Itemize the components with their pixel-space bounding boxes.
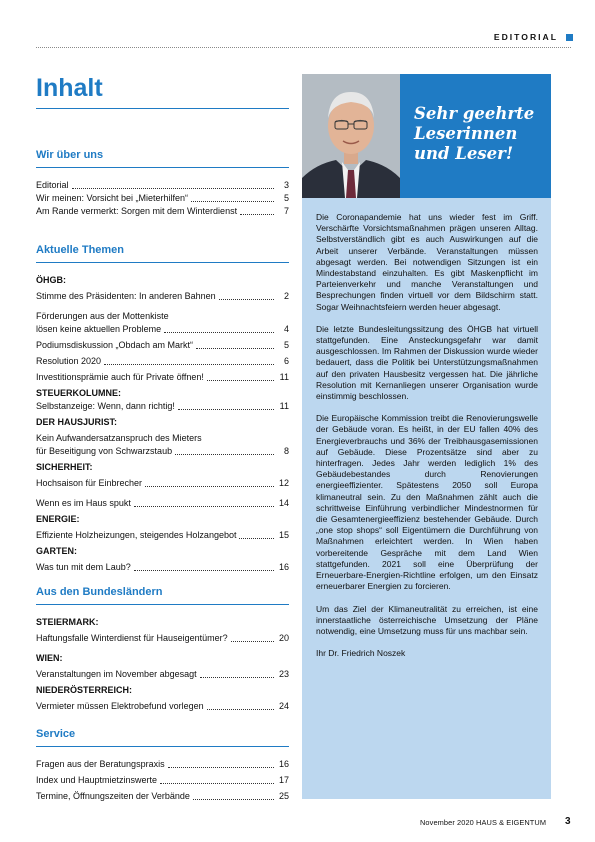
toc-category: ÖHGB: bbox=[36, 275, 66, 285]
toc-entry[interactable] bbox=[36, 371, 289, 384]
section-rule bbox=[36, 746, 289, 747]
section-heading: Aus den Bundesländern bbox=[36, 586, 163, 598]
leader-dots bbox=[168, 767, 274, 768]
leader-dots bbox=[200, 677, 274, 678]
footer-issue: November 2020 HAUS & EIGENTUM bbox=[420, 818, 547, 827]
toc-entry-title: Am Rande vermerkt: Sorgen mit dem Winterdienst bbox=[36, 206, 238, 216]
toc-entries bbox=[36, 274, 289, 574]
toc-entry-title: Wir meinen: Vorsicht bei „Mieterhilfen“ bbox=[36, 193, 189, 203]
toc-entry-page: 17 bbox=[278, 775, 289, 785]
header-dotted-rule bbox=[36, 47, 571, 48]
toc-entry-page: 4 bbox=[283, 324, 289, 334]
leader-dots bbox=[145, 486, 274, 487]
toc-entry-title: Hochsaison für Einbrecher bbox=[36, 478, 143, 488]
toc-entry-title: Investitionsprämie auch für Private öffnen! bbox=[36, 372, 204, 382]
section-heading: Wir über uns bbox=[36, 149, 104, 161]
toc-entry-title: Termine, Öffnungszeiten der Verbände bbox=[36, 791, 190, 801]
editorial-paragraph: Die Coronapandemie hat uns wieder fest im Griff. Verschärfte Vorsichtsmaßnahmen prägen unseren Alltag. Selbstverständlich gibt es auch Auswirkungen auf die Arbeit unserer Verbände. Veranstaltungen müssen abgesagt werden. Bei notwendigen Sitzungen ist ein Mindestabstand einzuhalten. Es gibt Maskenpflicht im Parteienverkehr und manche Veranstaltungen und Besprechungen finden virtuell vor dem Bildschirm statt. Sogar Weihnachtsfeiern werden heuer abgesagt. bbox=[316, 212, 538, 312]
toc-entry-line: Kein Aufwandersatzanspruch des Mieters bbox=[36, 433, 202, 443]
toc-entry[interactable] bbox=[36, 790, 289, 803]
toc-entry-title: Podiumsdiskussion „Obdach am Markt“ bbox=[36, 340, 194, 350]
leader-dots bbox=[207, 709, 274, 710]
toc-category: WIEN: bbox=[36, 653, 63, 663]
toc-entry-page: 12 bbox=[278, 478, 289, 488]
toc-entry-title: Resolution 2020 bbox=[36, 356, 102, 366]
toc-entry-title: Fragen aus der Beratungspraxis bbox=[36, 759, 165, 769]
section-rule bbox=[36, 262, 289, 263]
toc-entry-page: 14 bbox=[278, 498, 289, 508]
author-portrait bbox=[302, 74, 400, 198]
toc-entry-title: Effiziente Holzheizungen, steigendes Holzangebot bbox=[36, 530, 237, 540]
toc-entry-title: Vermieter müssen Elektrobefund vorlegen bbox=[36, 701, 204, 711]
leader-dots bbox=[193, 799, 274, 800]
editorial-text bbox=[316, 212, 538, 670]
contents-header bbox=[36, 74, 289, 109]
toc-entry-page: 11 bbox=[279, 372, 289, 382]
toc-category: ENERGIE: bbox=[36, 514, 80, 524]
editorial-paragraph: Um das Ziel der Klimaneutralität zu erreichen, ist eine innerstaatliche österreichische Umsetzung der Pläne notwendig, eine Umsetzung muss für uns machbar sein. bbox=[316, 603, 538, 636]
toc-entry[interactable] bbox=[36, 205, 289, 218]
toc-entry[interactable] bbox=[36, 179, 289, 192]
toc-entries bbox=[36, 616, 289, 713]
section-heading: Service bbox=[36, 728, 76, 740]
toc-entry[interactable] bbox=[36, 323, 289, 336]
toc-entry-title: Stimme des Präsidenten: In anderen Bahnen bbox=[36, 291, 216, 301]
page-footer bbox=[0, 818, 595, 830]
toc-entry-title: Selbstanzeige: Wenn, dann richtig! bbox=[36, 401, 175, 411]
toc-entry-title: Wenn es im Haus spukt bbox=[36, 498, 131, 508]
toc-entries bbox=[36, 758, 289, 803]
leader-dots bbox=[219, 299, 274, 300]
toc-entry-page: 20 bbox=[278, 633, 289, 643]
toc-entry-page: 15 bbox=[278, 530, 289, 540]
toc-entry[interactable] bbox=[36, 290, 289, 303]
toc-entry-page: 8 bbox=[283, 446, 289, 456]
leader-dots bbox=[178, 409, 274, 410]
leader-dots bbox=[196, 348, 274, 349]
toc-category: NIEDERÖSTERREICH: bbox=[36, 685, 133, 695]
toc-entry-title: Veranstaltungen im November abgesagt bbox=[36, 669, 197, 679]
toc-entry-page: 16 bbox=[278, 562, 289, 572]
toc-entry-page: 3 bbox=[283, 180, 289, 190]
section-rule bbox=[36, 167, 289, 168]
toc-entry[interactable] bbox=[36, 497, 289, 510]
toc-entry-page: 6 bbox=[283, 356, 289, 366]
editorial-box bbox=[302, 198, 551, 799]
toc-section-aktuelle-themen bbox=[36, 243, 289, 574]
leader-dots bbox=[160, 783, 274, 784]
toc-section-service bbox=[36, 727, 289, 803]
toc-entry-page: 24 bbox=[278, 701, 289, 711]
toc-entry-page: 7 bbox=[283, 206, 289, 216]
toc-entry[interactable] bbox=[36, 400, 289, 413]
greeting-line: Leserinnen bbox=[414, 124, 518, 143]
toc-entry-line: Förderungen aus der Mottenkiste bbox=[36, 311, 169, 321]
leader-dots bbox=[231, 641, 274, 642]
toc-entry[interactable] bbox=[36, 632, 289, 645]
leader-dots bbox=[134, 506, 274, 507]
toc-entry[interactable] bbox=[36, 477, 289, 490]
section-rule bbox=[36, 604, 289, 605]
toc-entry-title: für Beseitigung von Schwarzstaub bbox=[36, 446, 173, 456]
leader-dots bbox=[191, 201, 274, 202]
greeting-box bbox=[400, 74, 551, 198]
toc-entry[interactable] bbox=[36, 700, 289, 713]
contents-title-rule bbox=[36, 108, 289, 109]
toc-entry-page: 16 bbox=[278, 759, 289, 769]
editorial-paragraph: Die letzte Bundesleitungssitzung des ÖHGB hat virtuell stattgefunden. Eine Ansteckungsgefahr war damit ausgeschlossen. Im Rahmen der Diskussion wurde wieder bedauert, dass die Politik bei Unterstützungsmaßnahmen auf den privaten Hausbesitz vergessen hat. Die jährliche Resolution mit Kernanliegen unserer Organisation wurde einstimmig beschlossen. bbox=[316, 323, 538, 402]
toc-entry-title: lösen keine aktuellen Probleme bbox=[36, 324, 162, 334]
toc-entries bbox=[36, 179, 289, 218]
leader-dots bbox=[207, 380, 274, 381]
leader-dots bbox=[175, 454, 274, 455]
leader-dots bbox=[240, 214, 274, 215]
toc-category: SICHERHEIT: bbox=[36, 462, 93, 472]
toc-entry-page: 23 bbox=[278, 669, 289, 679]
running-head bbox=[400, 31, 573, 43]
leader-dots bbox=[239, 538, 274, 539]
toc-section-bundeslaender bbox=[36, 585, 289, 713]
toc-entry-page: 11 bbox=[279, 401, 289, 411]
toc-entry-title: Was tun mit dem Laub? bbox=[36, 562, 131, 572]
toc-entry[interactable] bbox=[36, 339, 289, 352]
toc-entry[interactable] bbox=[36, 561, 289, 574]
toc-section-wir-ueber-uns bbox=[36, 148, 289, 218]
toc-category: STEIERMARK: bbox=[36, 617, 99, 627]
greeting-line: und Leser! bbox=[414, 144, 514, 163]
toc-entry[interactable] bbox=[36, 758, 289, 771]
running-head-label: EDITORIAL bbox=[493, 32, 558, 42]
toc-entry-page: 2 bbox=[283, 291, 289, 301]
toc-entry[interactable] bbox=[36, 529, 289, 542]
toc-entry-title: Editorial bbox=[36, 180, 69, 190]
toc-category: GARTEN: bbox=[36, 546, 77, 556]
toc-category: DER HAUSJURIST: bbox=[36, 417, 118, 427]
toc-entry-page: 25 bbox=[278, 791, 289, 801]
greeting-line: Sehr geehrte bbox=[414, 104, 535, 123]
toc-entry[interactable] bbox=[36, 445, 289, 458]
toc-entry[interactable] bbox=[36, 774, 289, 787]
leader-dots bbox=[134, 570, 274, 571]
editorial-greeting bbox=[414, 104, 548, 164]
toc-entry-title: Haftungsfalle Winterdienst für Hauseigentümer? bbox=[36, 633, 228, 643]
toc-entry[interactable] bbox=[36, 668, 289, 681]
toc-entry[interactable] bbox=[36, 192, 289, 205]
toc-entry[interactable] bbox=[36, 355, 289, 368]
portrait-illustration bbox=[302, 74, 400, 198]
toc-category: STEUERKOLUMNE: bbox=[36, 388, 121, 398]
contents-title: Inhalt bbox=[36, 74, 103, 102]
leader-dots bbox=[164, 332, 274, 333]
running-head-square bbox=[566, 34, 573, 41]
editorial-signature: Ihr Dr. Friedrich Noszek bbox=[316, 648, 406, 659]
leader-dots bbox=[104, 364, 274, 365]
toc-entry-title: Index und Hauptmietzinswerte bbox=[36, 775, 158, 785]
section-heading: Aktuelle Themen bbox=[36, 244, 125, 256]
page-number: 3 bbox=[565, 816, 571, 827]
toc-entry-page: 5 bbox=[283, 193, 289, 203]
toc-entry-page: 5 bbox=[283, 340, 289, 350]
leader-dots bbox=[72, 188, 274, 189]
editorial-paragraph: Die Europäische Kommission treibt die Renovierungswelle der Gebäude voran. Es heißt, in der EU fallen 40% des Energieverbrauchs und 36% der Treibhausgasemissionen auf Gebäude. Diese Prozentsätze sind aber zu hinterfragen. Jedes Jahr werden lediglich 1% des Gebäudebestandes durch Renovierungen energieeffizienter. Spätestens 2050 soll Europa klimaneutral sein. Zu den Maßnahmen zählt auch die schrittweise Einführung verbindlicher Mindestnormen für die Gesamtenergieeffizienz bestehender Gebäude. Durch „one stop shops“ soll Eigentümern die Durchführung von Maßnahmen erleichtert werden. In Wien haben vorbereitende Gespräche mit dem Land Wien stattgefunden. 2021 soll eine Überprüfung der Erneuerbare-Energien-Richtline erfolgen, um den Einsatz erneuerbarer Energien zu forcieren. bbox=[316, 413, 538, 592]
